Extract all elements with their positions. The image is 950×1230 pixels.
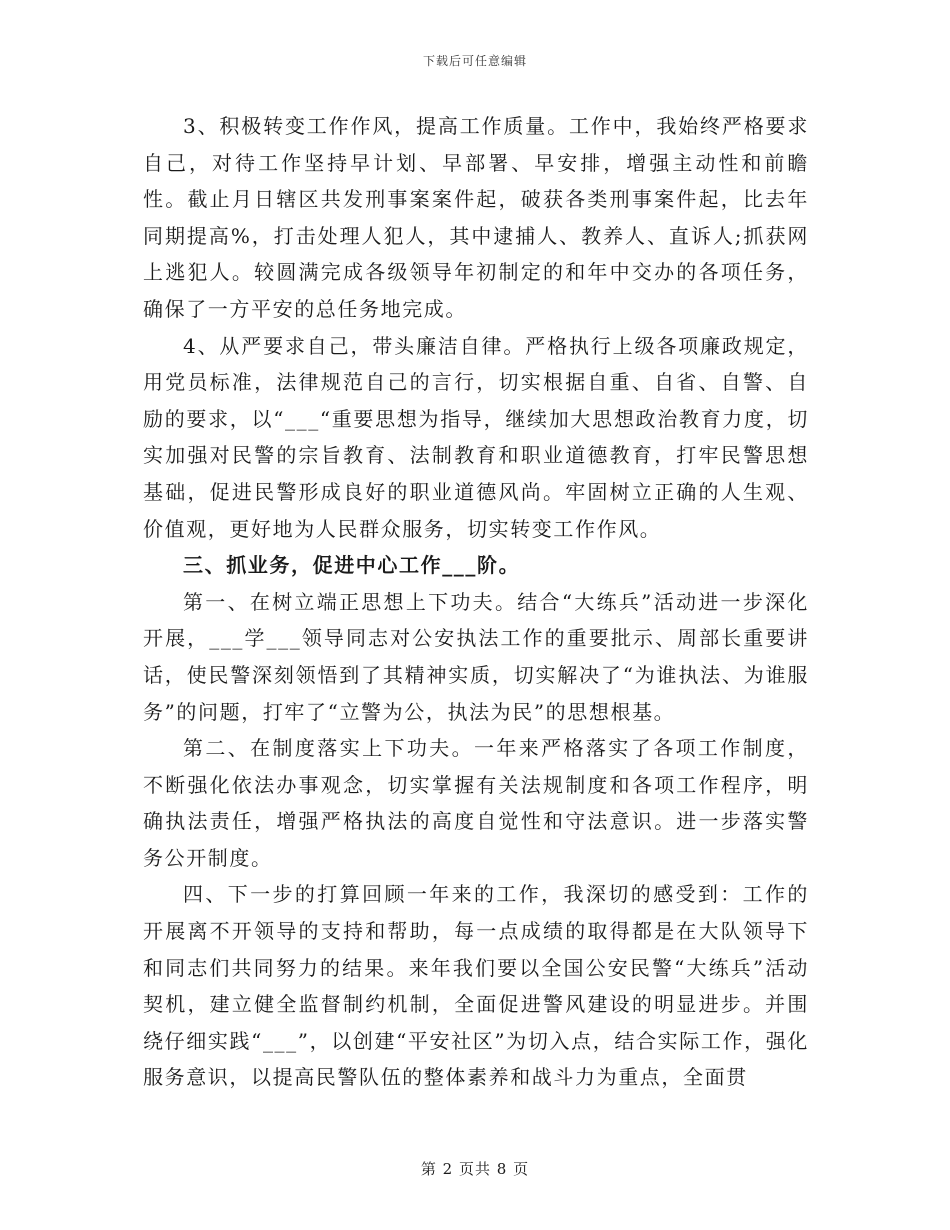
page-number-footer: 第 2 页共 8 页 [420, 1160, 530, 1178]
document-body [143, 108, 809, 1096]
paragraph-first-thinking: 第一、在树立端正思想上下功夫。结合“大练兵”活动进一步深化开展，___学___领导同志对公安执法工作的重要批示、周部长重要讲话，使民警深刻领悟到了其精神实质，切实解决了“为谁执法、为谁服务”的问题，打牢了“立警为公，执法为民”的思想根基。 [143, 589, 809, 724]
paragraph-second-systems: 第二、在制度落实上下功夫。一年来严格落实了各项工作制度，不断强化依法办事观念，切实掌握有关法规制度和各项工作程序，明确执法责任，增强严格执法的高度自觉性和守法意识。进一步落实警务公开制度。 [143, 736, 809, 870]
paragraph-self-discipline: 4、从严要求自己，带头廉洁自律。严格执行上级各项廉政规定，用党员标准，法律规范自己的言行，切实根据自重、自省、自警、自励的要求，以“___“重要思想为指导，继续加大思想政治教育力度，切实加强对民警的宗旨教育、法制教育和职业道德教育，打牢民警思想基础，促进民警形成良好的职业道德风尚。牢固树立正确的人生观、价值观，更好地为人民群众服务，切实转变工作作风。 [143, 333, 809, 541]
page-header: 下载后可任意编辑 [422, 54, 527, 68]
section-heading-business: 三、抓业务，促进中心工作___阶。 [183, 553, 521, 578]
paragraph-integrity-quality: 3、积极转变工作作风，提高工作质量。工作中，我始终严格要求自己，对待工作坚持早计划、早部署、早安排，增强主动性和前瞻性。截止月日辖区共发刑事案案件起，破获各类刑事案件起，比去年同期提高%，打击处理人犯人，其中逮捕人、教养人、直诉人;抓获网上逃犯人。较圆满完成各级领导年初制定的和年中交办的各项任务，确保了一方平安的总任务地完成。 [143, 114, 809, 321]
paragraph-next-steps: 四、下一步的打算回顾一年来的工作，我深切的感受到：工作的开展离不开领导的支持和帮助，每一点成绩的取得都是在大队领导下和同志们共同努力的结果。来年我们要以全国公安民警“大练兵”活动契机，建立健全监督制约机制，全面促进警风建设的明显进步。并围绕仔细实践“___”，以创建“平安社区”为切入点，结合实际工作，强化服务意识，以提高民警队伍的整体素养和战斗力为重点，全面贯 [143, 882, 809, 1090]
